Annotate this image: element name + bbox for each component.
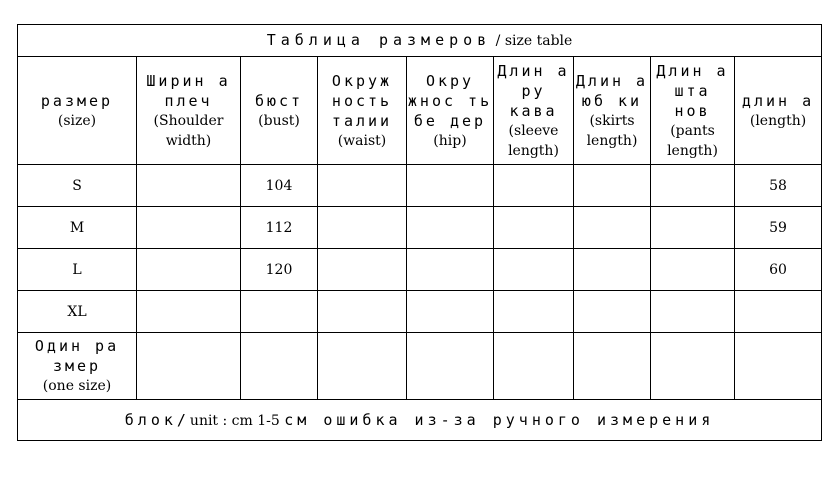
- header-hip: Окру жнос ть бе дер (hip): [407, 57, 494, 165]
- footer-unit-ru: блок/: [124, 410, 190, 429]
- table-cell: [137, 249, 241, 291]
- table-cell: [574, 249, 651, 291]
- table-cell: [651, 333, 735, 400]
- table-cell: [651, 249, 735, 291]
- table-cell: [137, 333, 241, 400]
- table-cell: [407, 249, 494, 291]
- table-cell: 58: [735, 165, 822, 207]
- table-cell: 112: [241, 207, 318, 249]
- table-cell: [241, 291, 318, 333]
- size-table: [17, 24, 822, 441]
- table-cell: [735, 291, 822, 333]
- table-cell: [137, 165, 241, 207]
- header-shoulder: Ширин а плеч (Shoulder width): [137, 57, 241, 165]
- header-sleeve: Длин а ру кава (sleeve length): [494, 57, 574, 165]
- table-cell: [407, 207, 494, 249]
- table-cell: [407, 165, 494, 207]
- header-waist: Окруж ность талии (waist): [318, 57, 407, 165]
- table-cell: [407, 291, 494, 333]
- size-label: L: [18, 249, 137, 291]
- table-cell: [494, 207, 574, 249]
- table-cell: 104: [241, 165, 318, 207]
- table-title: [18, 25, 822, 57]
- table-cell: [318, 165, 407, 207]
- table-cell: [651, 207, 735, 249]
- table-cell: [494, 165, 574, 207]
- title-ru: Таблица размеров: [266, 31, 492, 49]
- table-cell: [318, 291, 407, 333]
- table-cell: [137, 291, 241, 333]
- table-cell: [574, 291, 651, 333]
- table-row: [18, 207, 822, 249]
- header-row: [18, 57, 822, 165]
- table-row: [18, 249, 822, 291]
- header-size: размер (size): [18, 57, 137, 165]
- size-label: XL: [18, 291, 137, 333]
- title-en: / size table: [495, 33, 573, 49]
- table-cell: [494, 291, 574, 333]
- header-skirt: Длин а юб ки (skirts length): [574, 57, 651, 165]
- table-cell: [318, 207, 407, 249]
- table-cell: [574, 165, 651, 207]
- table-cell: [318, 249, 407, 291]
- table-cell: 59: [735, 207, 822, 249]
- table-footer: [18, 400, 822, 441]
- table-row: [18, 165, 822, 207]
- table-cell: [407, 333, 494, 400]
- table-cell: [651, 165, 735, 207]
- size-label: S: [18, 165, 137, 207]
- table-cell: 60: [735, 249, 822, 291]
- table-row-one-size: [18, 333, 822, 400]
- table-cell: [137, 207, 241, 249]
- header-length: длин а (length): [735, 57, 822, 165]
- footer-unit-en: unit : cm 1-5: [189, 412, 280, 429]
- table-cell: [494, 333, 574, 400]
- table-row: [18, 291, 822, 333]
- table-cell: [318, 333, 407, 400]
- table-cell: [574, 333, 651, 400]
- table-cell: [735, 333, 822, 400]
- header-bust: бюст (bust): [241, 57, 318, 165]
- table-cell: [574, 207, 651, 249]
- header-pants: Длин а шта нов (pants length): [651, 57, 735, 165]
- footer-note-ru: см ошибка из-за ручного измерения: [284, 410, 715, 429]
- table-cell: [651, 291, 735, 333]
- table-cell: [494, 249, 574, 291]
- size-label-one-size: Один ра змер (one size): [18, 333, 137, 400]
- size-label: M: [18, 207, 137, 249]
- table-cell: [241, 333, 318, 400]
- table-cell: 120: [241, 249, 318, 291]
